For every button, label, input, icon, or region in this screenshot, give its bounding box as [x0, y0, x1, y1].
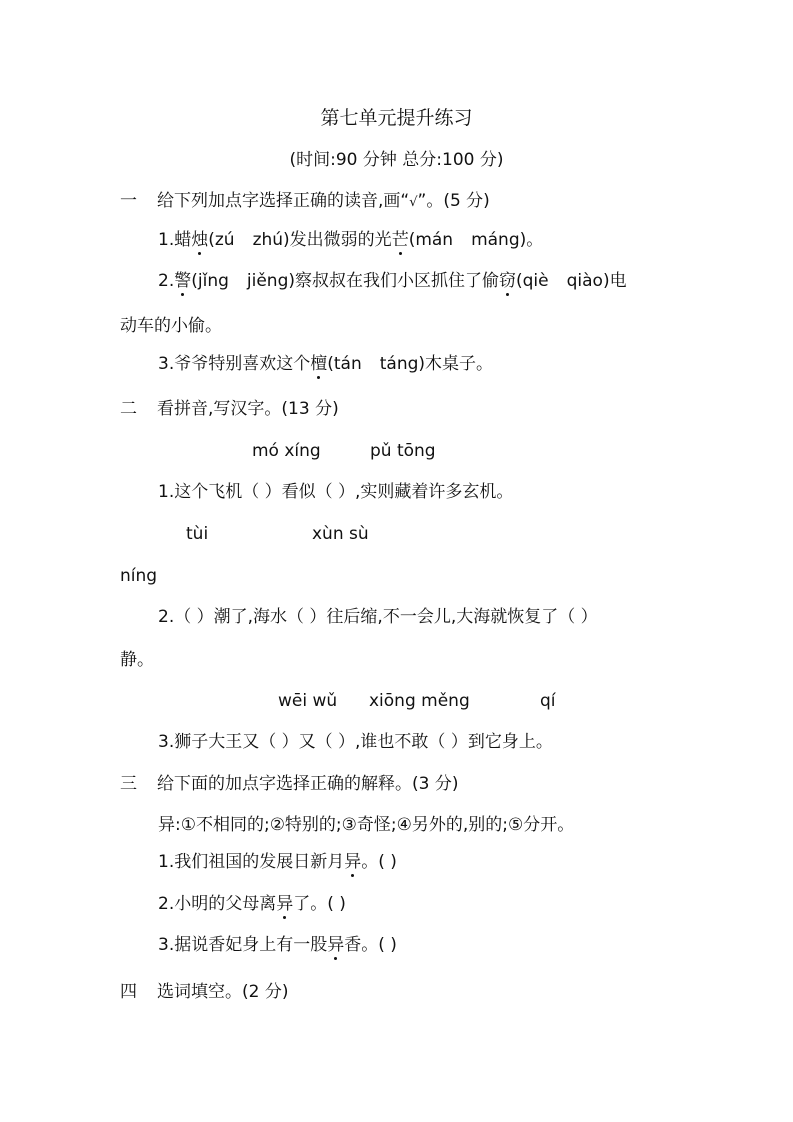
- question-1-3: [158, 352, 493, 376]
- question-text: 2.小明的父母离: [158, 894, 277, 914]
- dotted-character: 异: [344, 852, 362, 872]
- check-mark-symbol: √: [409, 195, 418, 210]
- option-b: zhú)发出微弱的光: [252, 230, 392, 250]
- page-title: 第七单元提升练习: [320, 107, 473, 129]
- question-1-2-continued: 动车的小偷。: [120, 316, 222, 336]
- question-2-3: 3.狮子大王又（ ）又（ ）,谁也不敢（ ）到它身上。: [158, 732, 553, 752]
- page-subtitle: (时间:90 分钟 总分:100 分): [289, 150, 504, 170]
- question-2-2-continued: 静。: [120, 650, 154, 670]
- question-1-1: [158, 228, 543, 252]
- section-1-heading: [120, 189, 490, 215]
- dotted-character: 烛: [191, 230, 209, 250]
- answer-blank: 。( ): [361, 852, 397, 872]
- dotted-character: 檀: [310, 354, 328, 374]
- pinyin-2a: tùi: [186, 524, 209, 544]
- pinyin-3a: wēi wǔ: [278, 691, 338, 711]
- question-text: 2.: [158, 271, 175, 291]
- question-text: 1.我们祖国的发展日新月: [158, 852, 345, 872]
- pinyin-1a: mó xíng: [252, 441, 321, 461]
- option-a: (jǐng: [191, 271, 229, 291]
- pinyin-3b: xiōng měng: [369, 691, 470, 711]
- section-2-title: 看拼音,写汉字。(13 分): [157, 399, 339, 419]
- answer-blank: 了。( ): [293, 894, 346, 914]
- dotted-character: 异: [276, 894, 294, 914]
- section-1-number: 一: [120, 191, 137, 211]
- option-c: (mán: [408, 230, 454, 250]
- option-d: máng)。: [471, 230, 544, 250]
- section-2-number: 二: [120, 399, 137, 419]
- dotted-character: 窃: [499, 271, 516, 291]
- dotted-character: 异: [327, 935, 345, 955]
- section-1-title-tail: ”。(5 分): [417, 191, 490, 211]
- section-1-title: 给下列加点字选择正确的读音,画“: [157, 191, 410, 211]
- pinyin-2b: xùn sù: [312, 524, 369, 544]
- section-4-title: 选词填空。(2 分): [157, 982, 289, 1002]
- pinyin-1b: pǔ tōng: [370, 441, 436, 461]
- option-a: (zú: [208, 230, 235, 250]
- section-3-title: 给下面的加点字选择正确的解释。(3 分): [157, 774, 459, 794]
- question-2-1: 1.这个飞机（ ）看似（ ）,实则藏着许多玄机。: [158, 482, 514, 502]
- section-2-heading: [120, 397, 339, 421]
- section-3-heading: [120, 772, 458, 796]
- question-text: 1.蜡: [158, 230, 192, 250]
- section-3-number: 三: [120, 774, 137, 794]
- dotted-character: 警: [174, 271, 192, 291]
- section-4-number: 四: [120, 982, 137, 1002]
- question-1-2: [158, 269, 627, 293]
- option-b: táng)木桌子。: [379, 354, 494, 374]
- question-2-2: 2.（ ）潮了,海水（ ）往后缩,不一会儿,大海就恢复了（ ）: [158, 607, 598, 627]
- pinyin-3c: qí: [540, 691, 556, 711]
- definitions-list: 异:①不相同的;②特别的;③奇怪;④另外的,别的;⑤分开。: [158, 815, 575, 835]
- dotted-character: 芒: [391, 230, 409, 250]
- question-3-1: [158, 850, 397, 874]
- section-4-heading: [120, 980, 288, 1004]
- option-d: qiào)电: [566, 271, 627, 291]
- question-3-3: [158, 933, 397, 957]
- answer-blank: 香。( ): [344, 935, 397, 955]
- question-text: 3.据说香妃身上有一股: [158, 935, 328, 955]
- pinyin-2c: níng: [120, 566, 158, 586]
- question-3-2: [158, 892, 346, 916]
- option-a: (tán: [327, 354, 362, 374]
- option-c: (qiè: [516, 271, 549, 291]
- option-b: jiěng)察叔叔在我们小区抓住了偷: [246, 271, 499, 291]
- question-text: 3.爷爷特别喜欢这个: [158, 354, 311, 374]
